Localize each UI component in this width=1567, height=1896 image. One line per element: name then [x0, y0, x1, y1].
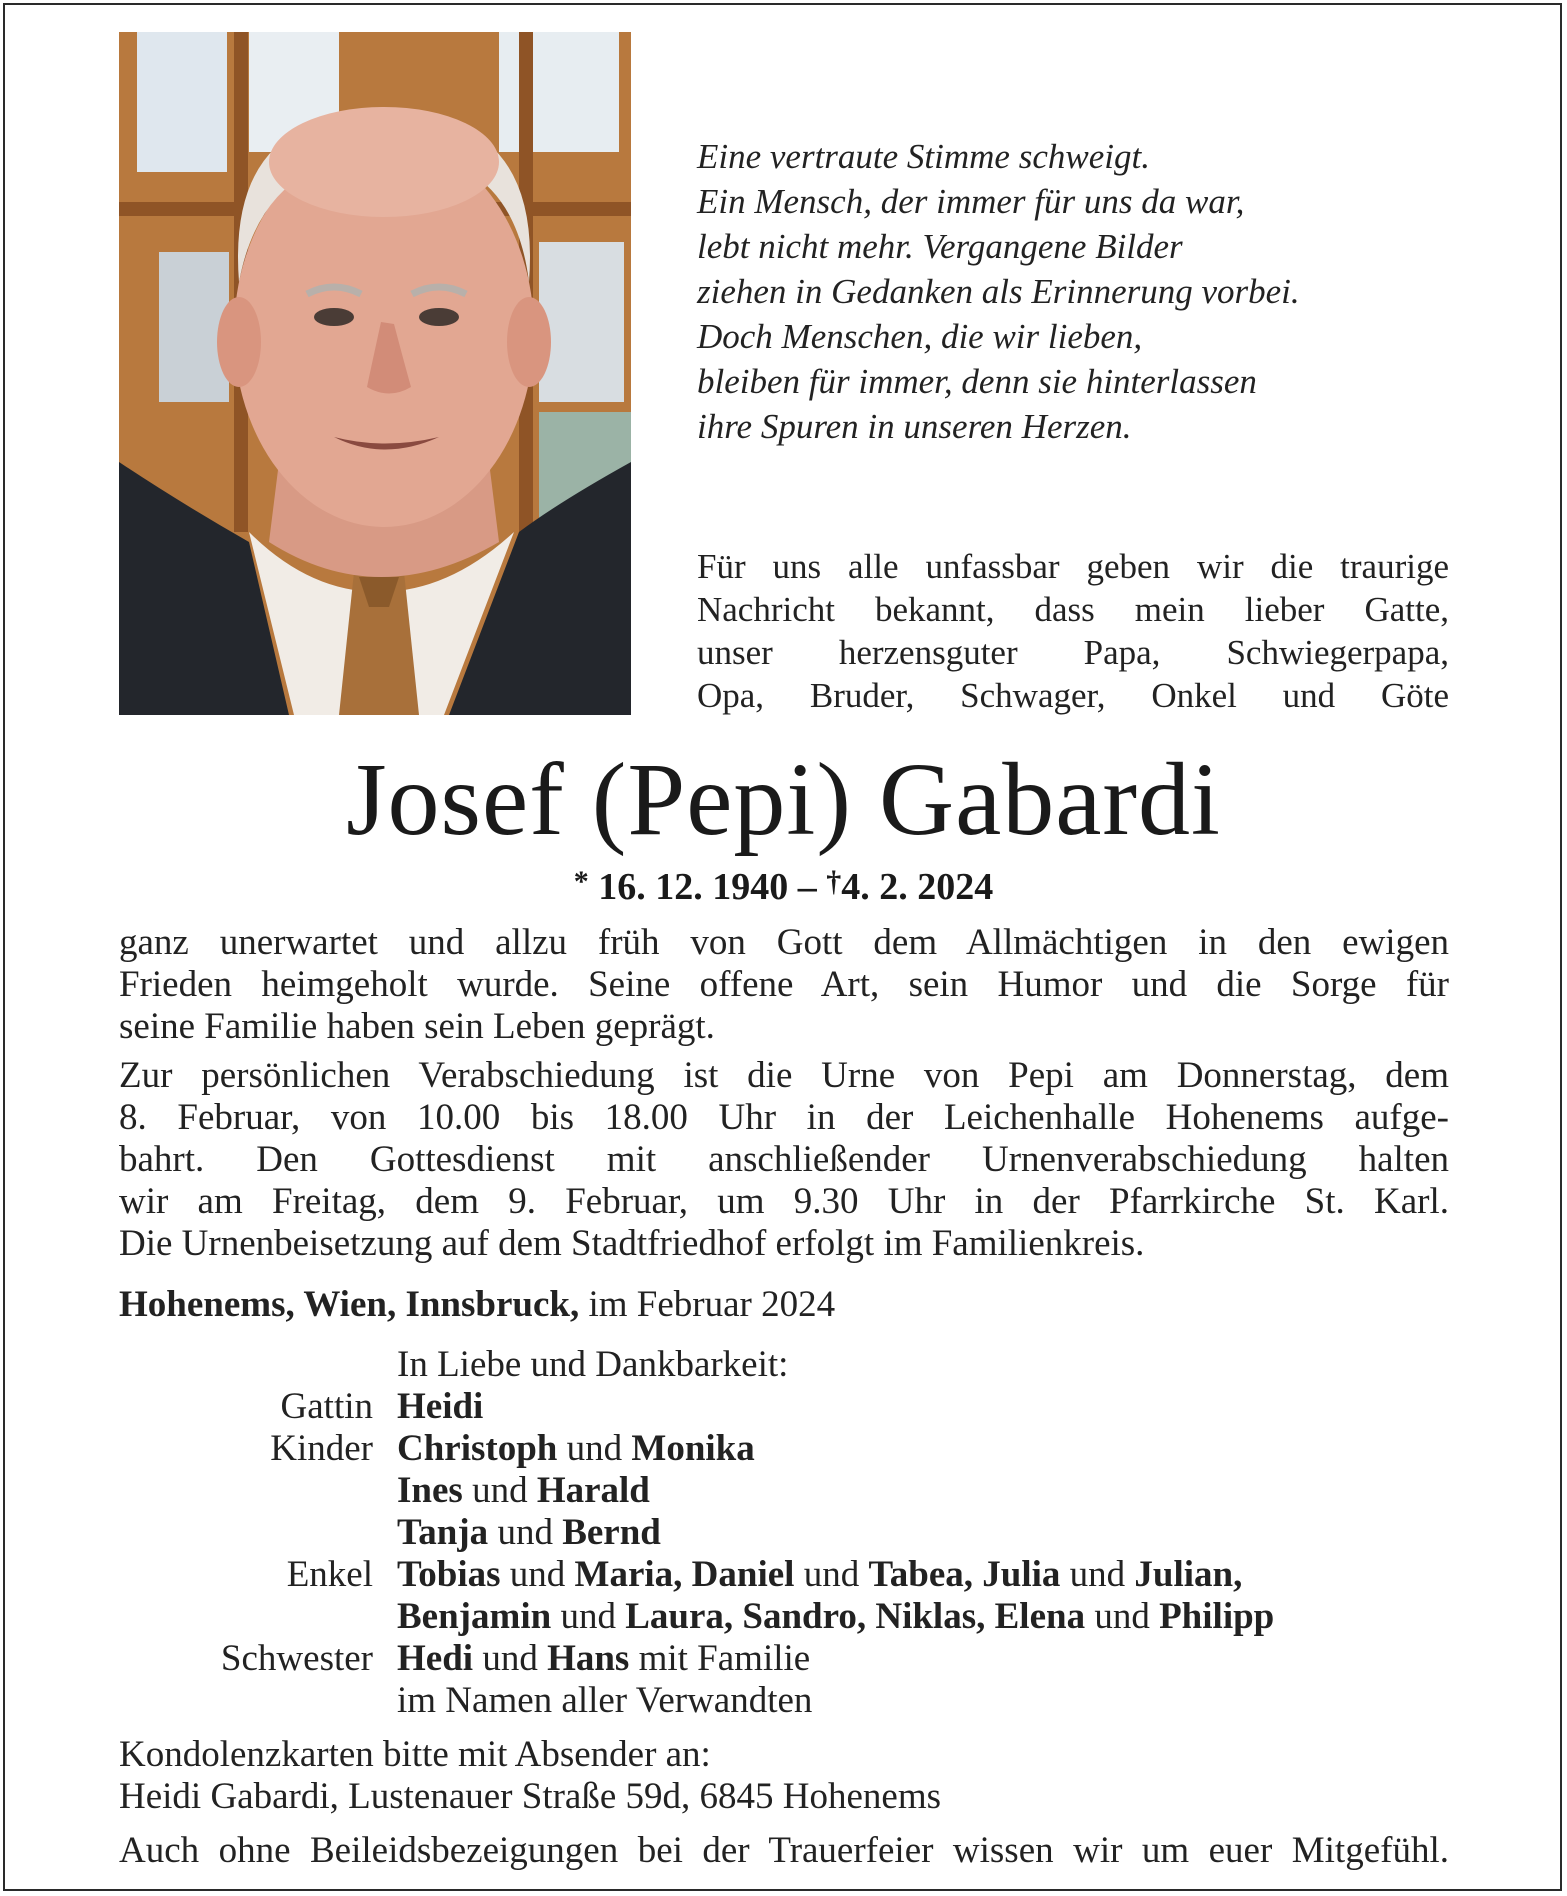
paragraph-line: ganz unerwartet und allzu früh von Gott dem Allmächtigen in den ewigen — [119, 922, 1449, 963]
date-separator: – — [797, 866, 817, 908]
intro-line: Nachricht bekannt, dass mein lieber Gatte, — [697, 590, 1449, 629]
paragraph-line: Frieden heimgeholt wurde. Seine offene Art, sein Humor und die Sorge für — [119, 964, 1449, 1005]
relatives-line: im Namen aller Verwandten — [397, 1680, 813, 1721]
sister-line: Hedi und Hans mit Familie — [397, 1638, 811, 1679]
spouse-role: Gattin — [280, 1386, 373, 1427]
paragraph-line: wir am Freitag, dem 9. Februar, um 9.30 Uhr in der Pfarrkirche St. Karl. — [119, 1181, 1449, 1222]
child-pair: Christoph und Monika — [397, 1428, 755, 1469]
poem-line: Eine vertraute Stimme schweigt. — [697, 137, 1150, 176]
paragraph-line: bahrt. Den Gottesdienst mit anschließender Urnenverabschiedung halten — [119, 1139, 1449, 1180]
children-role: Kinder — [270, 1428, 373, 1469]
poem-line: ziehen in Gedanken als Erinnerung vorbei. — [697, 272, 1300, 311]
place-cities: Hohenems, Wien, Innsbruck, — [119, 1284, 580, 1325]
paragraph-line: Zur persönlichen Verabschiedung ist die Urne von Pepi am Donnerstag, dem — [119, 1055, 1449, 1096]
grandchildren-line: Benjamin und Laura, Sandro, Niklas, Elena und Philipp — [397, 1596, 1275, 1637]
paragraph-line: 8. Februar, von 10.00 bis 18.00 Uhr in der Leichenhalle Hohenems aufge- — [119, 1097, 1449, 1138]
poem-line: Doch Menschen, die wir lieben, — [697, 317, 1143, 356]
condolence-address: Heidi Gabardi, Lustenauer Straße 59d, 6845 Hohenems — [119, 1776, 942, 1817]
paragraph-2 — [119, 1055, 1449, 1265]
death-symbol: † — [826, 865, 842, 898]
paragraph-line: seine Familie haben sein Leben geprägt. — [119, 1006, 715, 1047]
grandchildren-role: Enkel — [286, 1554, 373, 1595]
poem-line: Ein Mensch, der immer für uns da war, — [697, 182, 1245, 221]
condolence-note: Kondolenzkarten bitte mit Absender an: — [119, 1734, 711, 1775]
birth-symbol: * — [573, 865, 589, 898]
footer — [119, 1734, 1449, 1872]
child-pair: Ines und Harald — [397, 1470, 650, 1511]
portrait-illustration — [119, 32, 631, 715]
poem — [697, 134, 1487, 449]
life-dates — [0, 858, 1567, 911]
paragraph-line: Die Urnenbeisetzung auf dem Stadtfriedhof erfolgt im Familienkreis. — [119, 1223, 1145, 1264]
poem-line: bleiben für immer, denn sie hinterlassen — [697, 362, 1257, 401]
intro-line: Opa, Bruder, Schwager, Onkel und Göte — [697, 676, 1449, 715]
grandchildren-line: Tobias und Maria, Daniel und Tabea, Julia und Julian, — [397, 1554, 1243, 1595]
family-heading: In Liebe und Dankbarkeit: — [397, 1344, 789, 1385]
closing-note: Auch ohne Beileidsbezeigungen bei der Trauerfeier wissen wir um euer Mitgefühl. — [119, 1830, 1449, 1871]
spouse-name: Heidi — [397, 1386, 484, 1427]
deceased-name: Josef (Pepi) Gabardi — [346, 742, 1221, 857]
child-pair: Tanja und Bernd — [397, 1512, 661, 1553]
portrait-photo — [119, 32, 631, 715]
intro-line: unser herzensguter Papa, Schwiegerpapa, — [697, 633, 1449, 672]
birth-date: 16. 12. 1940 — [598, 866, 789, 908]
announcement-intro — [697, 545, 1449, 717]
intro-line: Für uns alle unfassbar geben wir die traurige — [697, 547, 1449, 586]
sister-role: Schwester — [220, 1638, 373, 1679]
poem-line: lebt nicht mehr. Vergangene Bilder — [697, 227, 1183, 266]
family-list — [119, 1344, 1449, 1722]
place-date — [119, 1283, 835, 1327]
poem-line: ihre Spuren in unseren Herzen. — [697, 407, 1132, 446]
place-month: im Februar 2024 — [588, 1284, 836, 1325]
death-date: 4. 2. 2024 — [841, 866, 994, 908]
paragraph-1 — [119, 922, 1449, 1048]
